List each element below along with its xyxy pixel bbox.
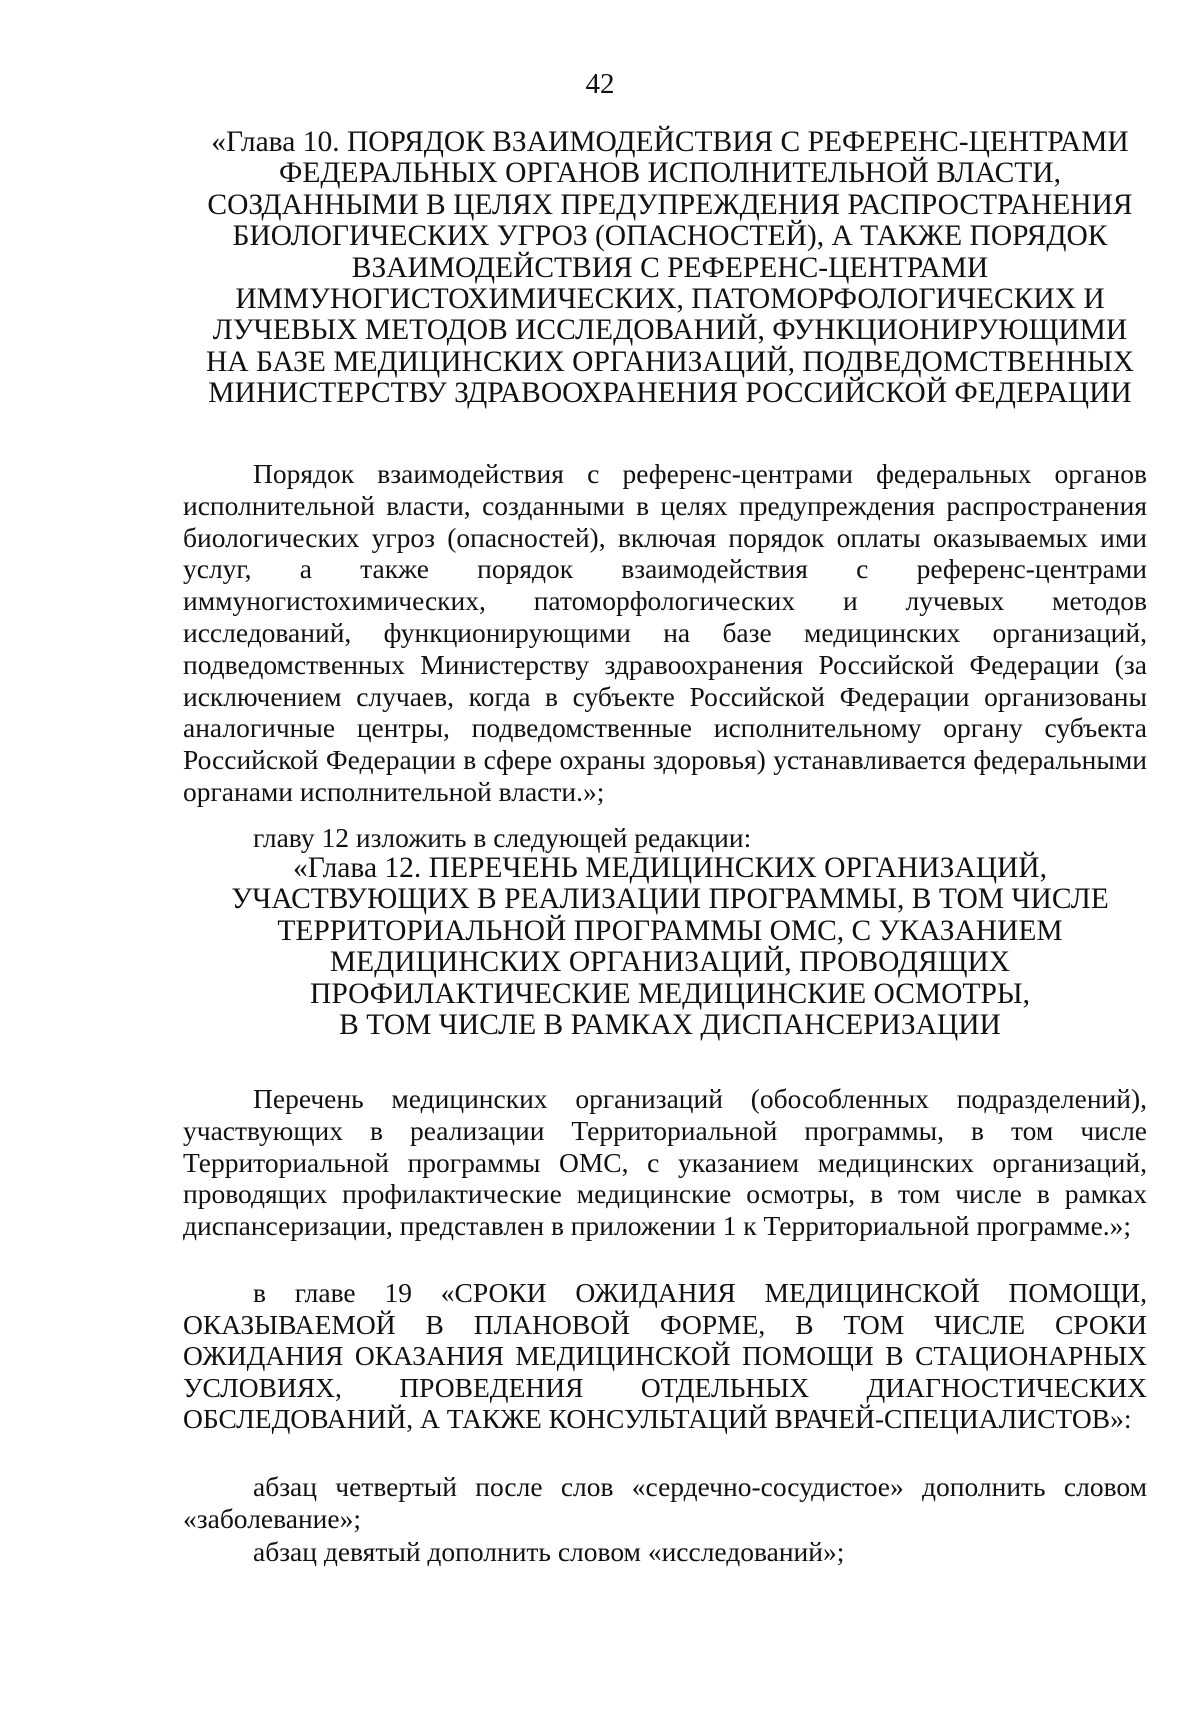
heading-line: ТЕРРИТОРИАЛЬНОЙ ПРОГРАММЫ ОМС, С УКАЗАНИЕМ	[277, 914, 1063, 947]
heading-line: ИММУНОГИСТОХИМИЧЕСКИХ, ПАТОМОРФОЛОГИЧЕСКИХ И	[235, 283, 1105, 316]
chapter-12-paragraph: Перечень медицинских организаций (обособленных подразделений), участвующих в реализации Территориальной программы, в том числе Территориальной программы ОМС, с указанием медицинских организаций, проводящих профилактические медицинские осмотры, в том числе в рамках диспансеризации, представлен в приложении 1 к Территориальной программе.»;	[183, 1083, 1147, 1242]
heading-line: ВЗАИМОДЕЙСТВИЯ С РЕФЕРЕНС-ЦЕНТРАМИ	[351, 251, 989, 284]
heading-line: ЛУЧЕВЫХ МЕТОДОВ ИССЛЕДОВАНИЙ, ФУНКЦИОНИРУЮЩИМИ	[212, 314, 1128, 347]
heading-line: «Глава 10. ПОРЯДОК ВЗАИМОДЕЙСТВИЯ С РЕФЕРЕНС-ЦЕНТРАМИ	[211, 126, 1129, 158]
heading-line: МИНИСТЕРСТВУ ЗДРАВООХРАНЕНИЯ РОССИЙСКОЙ ФЕДЕРАЦИИ	[208, 377, 1132, 410]
heading-line: УЧАСТВУЮЩИХ В РЕАЛИЗАЦИИ ПРОГРАММЫ, В ТОМ ЧИСЛЕ	[231, 883, 1109, 916]
instruction-paragraph-4: абзац четвертый после слов «сердечно-сосудистое» дополнить словом «заболевание»;	[183, 1471, 1147, 1534]
chapter-12-heading	[190, 853, 1150, 1041]
instruction-chapter-19: в главе 19 «СРОКИ ОЖИДАНИЯ МЕДИЦИНСКОЙ ПОМОЩИ, ОКАЗЫВАЕМОЙ В ПЛАНОВОЙ ФОРМЕ, В ТОМ ЧИСЛЕ СРОКИ ОЖИДАНИЯ ОКАЗАНИЯ МЕДИЦИНСКОЙ ПОМОЩИ В СТАЦИОНАРНЫХ УСЛОВИЯХ, ПРОВЕДЕНИЯ ОТДЕЛЬНЫХ ДИАГНОСТИЧЕСКИХ ОБСЛЕДОВАНИЙ, А ТАКЖЕ КОНСУЛЬТАЦИЙ ВРАЧЕЙ-СПЕЦИАЛИСТОВ»:	[183, 1277, 1147, 1435]
instruction-paragraph-9: абзац девятый дополнить словом «исследований»;	[253, 1536, 845, 1567]
heading-line: НА БАЗЕ МЕДИЦИНСКИХ ОРГАНИЗАЦИЙ, ПОДВЕДОМСТВЕННЫХ	[205, 345, 1135, 378]
heading-line: ФЕДЕРАЛЬНЫХ ОРГАНОВ ИСПОЛНИТЕЛЬНОЙ ВЛАСТИ,	[279, 157, 1061, 190]
heading-line: В ТОМ ЧИСЛЕ В РАМКАХ ДИСПАНСЕРИЗАЦИИ	[339, 1009, 1001, 1042]
heading-line: ПРОФИЛАКТИЧЕСКИЕ МЕДИЦИНСКИЕ ОСМОТРЫ,	[310, 977, 1030, 1010]
instruction-chapter-12: главу 12 изложить в следующей редакции:	[253, 822, 752, 853]
heading-line: «Глава 12. ПЕРЕЧЕНЬ МЕДИЦИНСКИХ ОРГАНИЗАЦИЙ,	[293, 852, 1047, 884]
heading-line: БИОЛОГИЧЕСКИХ УГРОЗ (ОПАСНОСТЕЙ), А ТАКЖЕ ПОРЯДОК	[232, 220, 1108, 253]
chapter-10-heading	[180, 127, 1160, 410]
heading-line: СОЗДАННЫМИ В ЦЕЛЯХ ПРЕДУПРЕЖДЕНИЯ РАСПРОСТРАНЕНИЯ	[207, 188, 1133, 221]
heading-line: МЕДИЦИНСКИХ ОРГАНИЗАЦИЙ, ПРОВОДЯЩИХ	[329, 946, 1011, 979]
page-number: 42	[585, 68, 615, 100]
chapter-10-paragraph: Порядок взаимодействия с референс-центрами федеральных органов исполнительной власти, созданными в целях предупреждения распространения биологических угроз (опасностей), включая порядок оплаты оказываемых ими услуг, а также порядок взаимодействия с референс-центрами иммуногистохимических, патоморфологических и лучевых методов исследований, функционирующими на базе медицинских организаций, подведомственных Министерству здравоохранения Российской Федерации (за исключением случаев, когда в субъекте Российской Федерации организованы аналогичные центры, подведомственные исполнительному органу субъекта Российской Федерации в сфере охраны здоровья) устанавливается федеральными органами исполнительной власти.»;	[183, 458, 1147, 807]
